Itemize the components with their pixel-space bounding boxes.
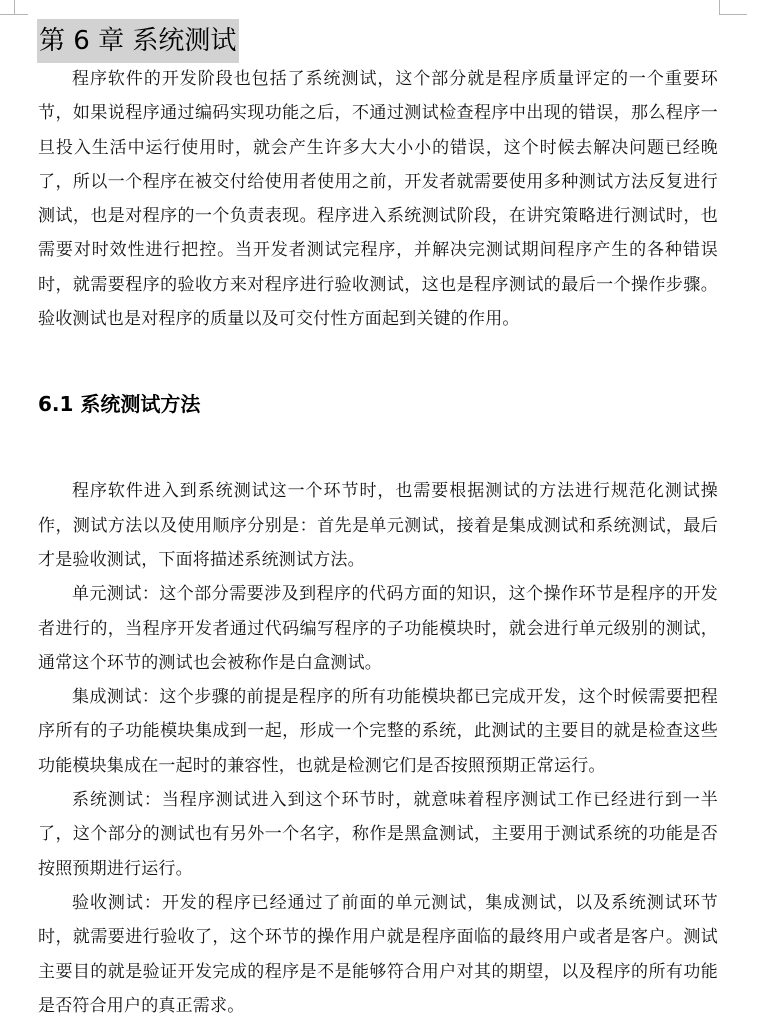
chapter-title[interactable]: 第 6 章 系统测试 (37, 19, 239, 63)
section-paragraph-overview: 程序软件进入到系统测试这一个环节时，也需要根据测试的方法进行规范化测试操作，测试方法以及使用顺序分别是：首先是单元测试，接着是集成测试和系统测试，最后才是验收测试，下面将描述系统测试方法。 (38, 481, 718, 570)
crop-mark-left (14, 0, 15, 14)
document-body (38, 62, 718, 1023)
section-paragraph-acceptance-testing: 验收测试：开发的程序已经通过了前面的单元测试，集成测试，以及系统测试环节时，就需要进行验收了，这个环节的操作用户就是程序面临的最终用户或者是客户。测试主要目的就是验证开发完成的程序是不是能够符合用户对其的期望，以及程序的所有功能是否符合用户的真正需求。 (38, 892, 718, 1016)
crop-mark-left-h (0, 14, 28, 15)
section-paragraph-unit-testing: 单元测试：这个部分需要涉及到程序的代码方面的知识，这个操作环节是程序的开发者进行的，当程序开发者通过代码编写程序的子功能模块时，就会进行单元级别的测试，通常这个环节的测试也会被称作是白盒测试。 (38, 584, 718, 673)
section-heading: 6.1 系统测试方法 (38, 392, 201, 417)
intro-paragraph: 程序软件的开发阶段也包括了系统测试，这个部分就是程序质量评定的一个重要环节，如果说程序通过编码实现功能之后，不通过测试检查程序中出现的错误，那么程序一旦投入生活中运行使用时，就会产生许多大大小小的错误，这个时候去解决问题已经晚了，所以一个程序在被交付给使用者使用之前，开发者就需要使用多种测试方法反复进行测试，也是对程序的一个负责表现。程序进入系统测试阶段，在讲究策略进行测试时，也需要对时效性进行把控。当开发者测试完程序，并解决完测试期间程序产生的各种错误时，就需要程序的验收方来对程序进行验收测试，这也是程序测试的最后一个操作步骤。验收测试也是对程序的质量以及可交付性方面起到关键的作用。 (38, 69, 718, 330)
crop-mark-right-h (719, 14, 747, 15)
section-paragraph-integration-testing: 集成测试：这个步骤的前提是程序的所有功能模块都已完成开发，这个时候需要把程序所有的子功能模块集成到一起，形成一个完整的系统，此测试的主要目的就是检查这些功能模块集成在一起时的兼容性，也就是检测它们是否按照预期正常运行。 (38, 687, 718, 776)
crop-mark-right (719, 0, 720, 14)
section-paragraph-system-testing: 系统测试：当程序测试进入到这个环节时，就意味着程序测试工作已经进行到一半了，这个部分的测试也有另外一个名字，称作是黑盒测试，主要用于测试系统的功能是否按照预期进行运行。 (38, 790, 718, 879)
